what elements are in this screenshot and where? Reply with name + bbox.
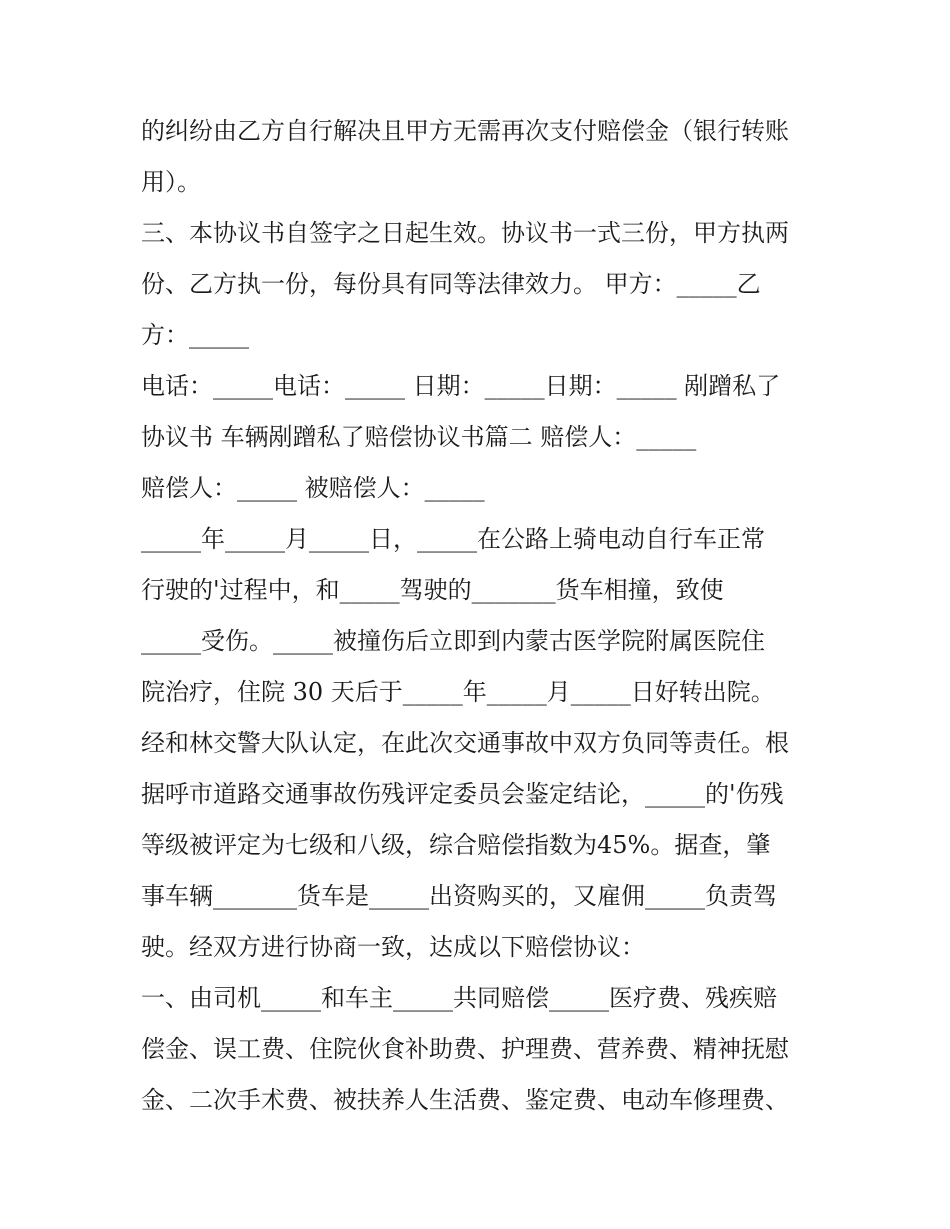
text-line: 用）。 bbox=[141, 168, 201, 196]
text-line: 赔偿人：_____ 被赔偿人：_____ bbox=[141, 474, 485, 502]
text-line: 的纠纷由乙方自行解决且甲方无需再次支付赔偿金（银行转账 bbox=[141, 117, 789, 145]
text-line: 行驶的'过程中，和_____驾驶的_______货车相撞，致使 bbox=[141, 576, 724, 604]
text-line: 等级被评定为七级和八级，综合赔偿指数为45%。据查，肇 bbox=[141, 831, 771, 859]
text-line: _____年_____月_____日，_____在公路上骑电动自行车正常 bbox=[141, 525, 765, 553]
text-line: 一、由司机_____和车主_____共同赔偿_____医疗费、残疾赔 bbox=[141, 984, 777, 1012]
document-body bbox=[141, 106, 821, 1126]
text-line: 事车辆_______货车是_____出资购买的，又雇佣_____负责驾 bbox=[141, 882, 777, 910]
text-line: 偿金、误工费、住院伙食补助费、护理费、营养费、精神抚慰 bbox=[141, 1035, 789, 1063]
text-line: 协议书 车辆剐蹭私了赔偿协议书篇二 赔偿人：_____ bbox=[141, 423, 697, 451]
text-line: 方：_____ bbox=[141, 321, 249, 349]
text-line: 金、二次手术费、被扶养人生活费、鉴定费、电动车修理费、 bbox=[141, 1086, 789, 1114]
text-line: 电话：_____电话：_____ 日期：_____日期：_____ 剐蹭私了 bbox=[141, 372, 781, 400]
text-line: 驶。经双方进行协商一致，达成以下赔偿协议： bbox=[141, 933, 645, 961]
text-line: 院治疗，住院 30 天后于_____年_____月_____日好转出院。 bbox=[141, 678, 775, 706]
text-line: 份、乙方执一份，每份具有同等法律效力。 甲方：_____乙 bbox=[141, 270, 761, 298]
text-line: _____受伤。_____被撞伤后立即到内蒙古医学院附属医院住 bbox=[141, 627, 765, 655]
text-line: 据呼市道路交通事故伤残评定委员会鉴定结论，_____的'伤残 bbox=[141, 780, 784, 808]
text-line: 经和林交警大队认定，在此次交通事故中双方负同等责任。根 bbox=[141, 729, 789, 757]
text-line: 三、本协议书自签字之日起生效。协议书一式三份，甲方执两 bbox=[141, 219, 789, 247]
